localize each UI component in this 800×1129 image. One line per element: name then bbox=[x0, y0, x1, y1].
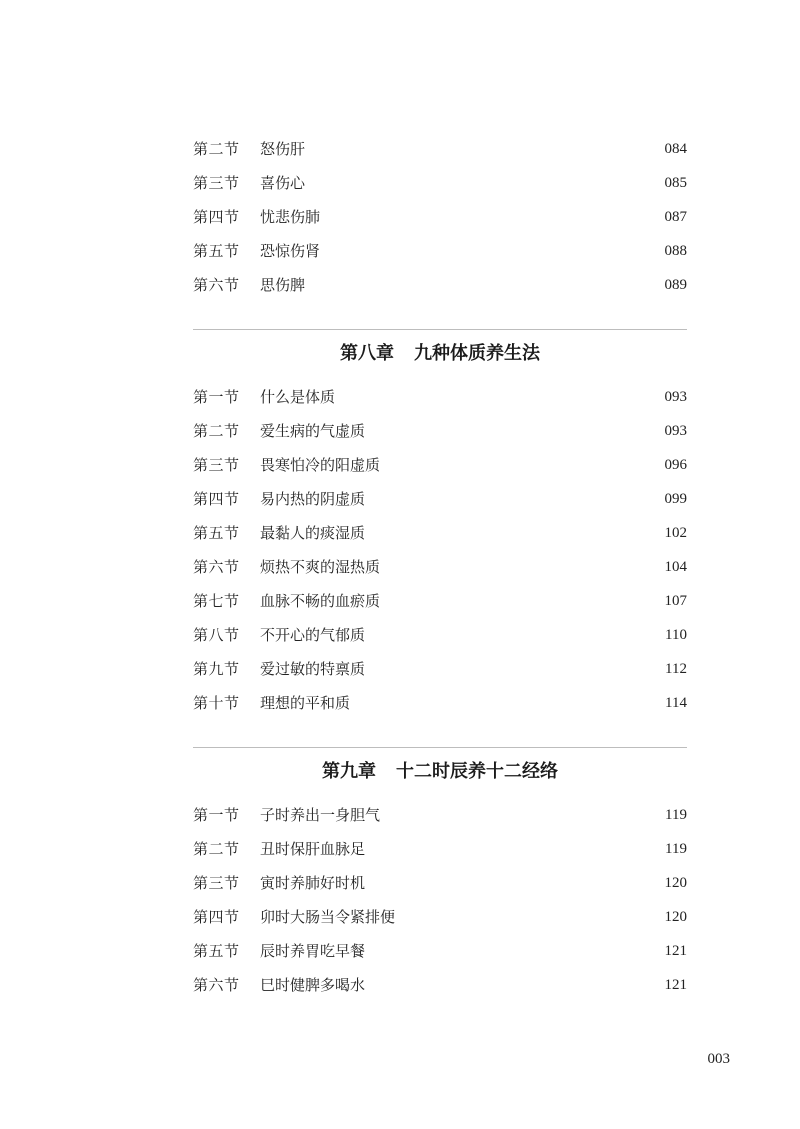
page-number: 084 bbox=[664, 141, 687, 157]
page-number: 089 bbox=[664, 277, 687, 293]
page-number: 096 bbox=[664, 457, 687, 473]
page-number: 107 bbox=[664, 593, 687, 609]
toc-entry[interactable] bbox=[193, 137, 687, 161]
section-title: 血脉不畅的血瘀质 bbox=[260, 592, 381, 610]
section-number: 第三节 bbox=[193, 174, 240, 192]
toc-entry[interactable] bbox=[193, 905, 687, 929]
toc-entry[interactable] bbox=[193, 273, 687, 297]
section-number: 第六节 bbox=[193, 976, 240, 994]
toc-entry[interactable] bbox=[193, 589, 687, 613]
section-number: 第四节 bbox=[193, 490, 240, 508]
section-title: 怒伤肝 bbox=[260, 140, 306, 158]
section-title: 最黏人的痰湿质 bbox=[260, 524, 366, 542]
section-number: 第七节 bbox=[193, 592, 240, 610]
section-title: 忧悲伤肺 bbox=[260, 208, 321, 226]
section-number: 第二节 bbox=[193, 140, 240, 158]
page-number: 120 bbox=[664, 909, 687, 925]
section-number: 第二节 bbox=[193, 422, 240, 440]
page-number: 099 bbox=[664, 491, 687, 507]
toc-entry[interactable] bbox=[193, 487, 687, 511]
section-title: 爱生病的气虚质 bbox=[260, 422, 366, 440]
page-number: 121 bbox=[664, 977, 687, 993]
page-number: 093 bbox=[664, 389, 687, 405]
toc-entry[interactable] bbox=[193, 939, 687, 963]
section-number: 第六节 bbox=[193, 276, 240, 294]
section-number: 第一节 bbox=[193, 388, 240, 406]
toc-entry[interactable] bbox=[193, 623, 687, 647]
section-number: 第五节 bbox=[193, 524, 240, 542]
page-number: 110 bbox=[665, 627, 687, 643]
page-number: 119 bbox=[665, 807, 687, 823]
page-number: 085 bbox=[664, 175, 687, 191]
section-title: 思伤脾 bbox=[260, 276, 306, 294]
section-number: 第四节 bbox=[193, 208, 240, 226]
toc-entry[interactable] bbox=[193, 973, 687, 997]
toc-entry[interactable] bbox=[193, 205, 687, 229]
page-number: 104 bbox=[664, 559, 687, 575]
toc-entry[interactable] bbox=[193, 803, 687, 827]
section-title: 什么是体质 bbox=[260, 388, 336, 406]
page-number: 114 bbox=[665, 695, 687, 711]
section-number: 第一节 bbox=[193, 806, 240, 824]
section-title: 子时养出一身胆气 bbox=[260, 806, 381, 824]
section-title: 喜伤心 bbox=[260, 174, 306, 192]
section-title: 易内热的阴虚质 bbox=[260, 490, 366, 508]
page-number: 119 bbox=[665, 841, 687, 857]
chapter-title: 九种体质养生法 bbox=[414, 343, 540, 364]
section-number: 第八节 bbox=[193, 626, 240, 644]
chapter-heading bbox=[193, 341, 687, 367]
page-number: 093 bbox=[664, 423, 687, 439]
section-number: 第六节 bbox=[193, 558, 240, 576]
page-number: 120 bbox=[664, 875, 687, 891]
chapter-heading bbox=[193, 759, 687, 785]
section-title: 恐惊伤肾 bbox=[260, 242, 321, 260]
toc-entry[interactable] bbox=[193, 837, 687, 861]
section-title: 辰时养胃吃早餐 bbox=[260, 942, 366, 960]
chapter-divider bbox=[193, 747, 687, 748]
toc-entry[interactable] bbox=[193, 555, 687, 579]
section-title: 不开心的气郁质 bbox=[260, 626, 366, 644]
section-title: 畏寒怕冷的阳虚质 bbox=[260, 456, 381, 474]
section-number: 第十节 bbox=[193, 694, 240, 712]
section-title: 烦热不爽的湿热质 bbox=[260, 558, 381, 576]
section-number: 第五节 bbox=[193, 242, 240, 260]
page-number: 121 bbox=[664, 943, 687, 959]
toc-entry[interactable] bbox=[193, 691, 687, 715]
page-number: 102 bbox=[664, 525, 687, 541]
chapter-number: 第八章 bbox=[340, 343, 394, 364]
toc-entry[interactable] bbox=[193, 239, 687, 263]
section-title: 丑时保肝血脉足 bbox=[260, 840, 366, 858]
chapter-number: 第九章 bbox=[322, 761, 376, 782]
toc-entry[interactable] bbox=[193, 419, 687, 443]
folio-page-number: 003 bbox=[707, 1051, 730, 1067]
toc-entry[interactable] bbox=[193, 453, 687, 477]
section-number: 第九节 bbox=[193, 660, 240, 678]
toc-entry[interactable] bbox=[193, 657, 687, 681]
section-title: 寅时养肺好时机 bbox=[260, 874, 366, 892]
section-number: 第三节 bbox=[193, 874, 240, 892]
toc-entry[interactable] bbox=[193, 171, 687, 195]
toc-entry[interactable] bbox=[193, 385, 687, 409]
page-number: 112 bbox=[665, 661, 687, 677]
section-title: 爱过敏的特禀质 bbox=[260, 660, 366, 678]
section-title: 理想的平和质 bbox=[260, 694, 351, 712]
toc-entry[interactable] bbox=[193, 871, 687, 895]
toc-entry[interactable] bbox=[193, 521, 687, 545]
section-number: 第五节 bbox=[193, 942, 240, 960]
section-number: 第二节 bbox=[193, 840, 240, 858]
chapter-divider bbox=[193, 329, 687, 330]
page-number: 087 bbox=[664, 209, 687, 225]
section-title: 巳时健脾多喝水 bbox=[260, 976, 366, 994]
section-title: 卯时大肠当令紧排便 bbox=[260, 908, 396, 926]
chapter-title: 十二时辰养十二经络 bbox=[396, 761, 558, 782]
section-number: 第三节 bbox=[193, 456, 240, 474]
page-number: 088 bbox=[664, 243, 687, 259]
section-number: 第四节 bbox=[193, 908, 240, 926]
